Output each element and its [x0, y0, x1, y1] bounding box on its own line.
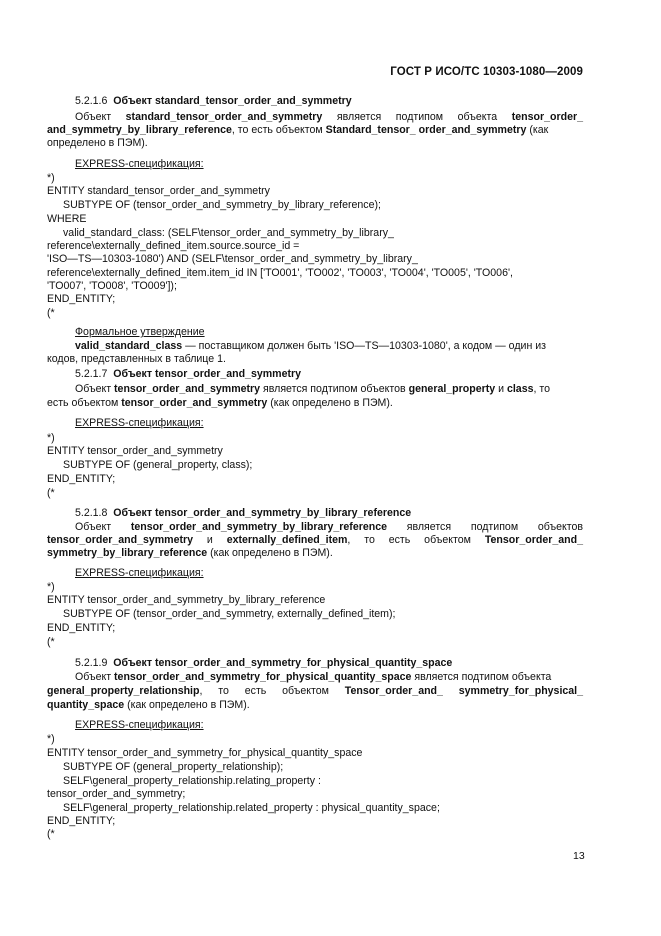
- paragraph-line: valid_standard_class — поставщиком должен быть 'ISO—TS—10303-1080', а кодом — один из: [75, 340, 547, 352]
- code-line: (*: [47, 636, 55, 648]
- section-title: Объект tensor_order_and_symmetry_for_physical_quantity_space: [113, 657, 453, 669]
- code-line: tensor_order_and_symmetry;: [47, 788, 186, 800]
- code-line: END_ENTITY;: [47, 622, 116, 634]
- paragraph-line: определено в ПЭМ).: [47, 137, 148, 149]
- section-title: Объект tensor_order_and_symmetry_by_library_reference: [113, 507, 412, 519]
- paragraph-line: Объект standard_tensor_order_and_symmetry является подтипом объекта tensor_order_: [75, 111, 583, 123]
- code-line: ENTITY standard_tensor_order_and_symmetry: [47, 185, 270, 197]
- code-line: SELF\general_property_relationship.relating_property :: [63, 775, 321, 787]
- code-line: END_ENTITY;: [47, 473, 116, 485]
- section-title: Объект tensor_order_and_symmetry: [113, 368, 302, 380]
- document-header: ГОСТ Р ИСО/ТС 10303-1080—2009: [390, 66, 583, 78]
- paragraph-line: tensor_order_and_symmetry и externally_defined_item, то есть объектом Tensor_order_and_: [47, 534, 583, 546]
- express-label: EXPRESS-спецификация:: [75, 158, 204, 170]
- section-heading: [75, 95, 583, 108]
- code-line: *): [47, 581, 55, 593]
- section-number: 5.2.1.6: [75, 95, 108, 107]
- code-line: WHERE: [47, 213, 87, 225]
- paragraph-line: Объект tensor_order_and_symmetry_for_physical_quantity_space является подтипом объекта: [75, 671, 552, 683]
- page-number: 13: [573, 850, 585, 862]
- code-line: reference\externally_defined_item.source.source_id =: [47, 240, 300, 252]
- code-line: 'TO007', 'TO008', 'TO009']);: [47, 280, 177, 292]
- paragraph-line: general_property_relationship, то есть объектом Tensor_order_and_ symmetry_for_physical_: [47, 685, 584, 697]
- code-line: reference\externally_defined_item.item_id IN ['TO001', 'TO002', 'TO003', 'TO004', 'TO005', 'TO006',: [47, 267, 513, 279]
- code-line: *): [47, 733, 55, 745]
- code-line: END_ENTITY;: [47, 815, 116, 827]
- paragraph-line: symmetry_by_library_reference (как определено в ПЭМ).: [47, 547, 333, 559]
- code-line: SUBTYPE OF (general_property_relationship);: [63, 761, 284, 773]
- code-line: (*: [47, 487, 55, 499]
- code-line: SUBTYPE OF (tensor_order_and_symmetry, externally_defined_item);: [63, 608, 396, 620]
- paragraph-line: quantity_space (как определено в ПЭМ).: [47, 699, 250, 711]
- code-line: SUBTYPE OF (tensor_order_and_symmetry_by_library_reference);: [63, 199, 381, 211]
- code-line: *): [47, 172, 55, 184]
- code-line: SUBTYPE OF (general_property, class);: [63, 459, 253, 471]
- code-line: *): [47, 432, 55, 444]
- section-number: 5.2.1.8: [75, 507, 108, 519]
- code-line: (*: [47, 307, 55, 319]
- paragraph-line: есть объектом tensor_order_and_symmetry (как определено в ПЭМ).: [47, 397, 393, 409]
- code-line: 'ISO—TS—10303-1080') AND (SELF\tensor_order_and_symmetry_by_library_: [47, 253, 418, 265]
- express-label: EXPRESS-спецификация:: [75, 719, 204, 731]
- section-number: 5.2.1.7: [75, 368, 108, 380]
- code-line: ENTITY tensor_order_and_symmetry: [47, 445, 223, 457]
- paragraph-line: and_symmetry_by_library_reference, то есть объектом Standard_tensor_ order_and_symmetry (как: [47, 124, 549, 136]
- express-label: EXPRESS-спецификация:: [75, 417, 204, 429]
- code-line: ENTITY tensor_order_and_symmetry_by_library_reference: [47, 594, 326, 606]
- code-line: ENTITY tensor_order_and_symmetry_for_physical_quantity_space: [47, 747, 363, 759]
- paragraph-line: кодов, представленных в таблице 1.: [47, 353, 226, 365]
- code-line: SELF\general_property_relationship.related_property : physical_quantity_space;: [63, 802, 440, 814]
- paragraph-line: Объект tensor_order_and_symmetry_by_library_reference является подтипом объектов: [75, 521, 583, 533]
- express-label: EXPRESS-спецификация:: [75, 567, 204, 579]
- section-number: 5.2.1.9: [75, 657, 108, 669]
- formal-statement-label: Формальное утверждение: [75, 326, 205, 338]
- section-title: Объект standard_tensor_order_and_symmetry: [113, 95, 352, 107]
- code-line: END_ENTITY;: [47, 293, 116, 305]
- code-line: (*: [47, 828, 55, 840]
- section-heading: [75, 507, 583, 520]
- paragraph-line: Объект tensor_order_and_symmetry является подтипом объектов general_property и class, то: [75, 383, 550, 395]
- section-heading: [75, 368, 583, 381]
- code-line: valid_standard_class: (SELF\tensor_order_and_symmetry_by_library_: [63, 227, 394, 239]
- section-heading: [75, 657, 583, 670]
